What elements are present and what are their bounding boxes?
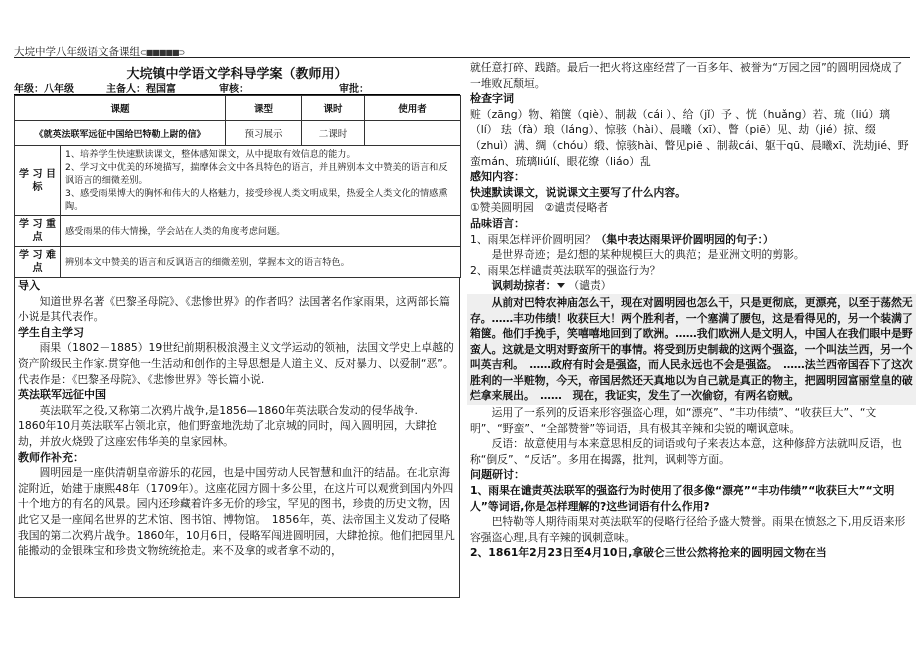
quote-block: 从前对巴特农神庙怎么干，现在对圆明园也怎么干，只是更彻底，更漂亮，以至于荡然无存。……丰功伟绩！收获巨大！两个胜利者，一个塞满了腰包，这是看得见的，另一个装满了箱箧。他们手挽手，笑嘻嘻地回到了欧洲。……我们欧洲人是文明人，中国人在我们眼中是野蛮人。这就是文明对野蛮所干的事情。将受到历史制裁的这两个强盗，一个叫法兰西，另一个叫英吉利。 ……政府有时会是强盗，而人民永远也不会是强盗。 ……法兰西帝国吞下了这次胜利的一半赃物，今天，帝国居然还天真地以为自己就是真正的物主，把圆明园富丽堂皇的破烂拿来展出。 …… 现在，我证实，发生了一次偷窃，有两名窃贼。 — [467, 294, 916, 405]
study-heading: 问题研讨： — [470, 468, 525, 482]
objective-item: 3、感受雨果博大的胸怀和伟大的人格魅力，接受珍视人类文明成果，热爱全人类文化的情感熏陶。 — [65, 188, 448, 212]
irony-label: 讽刺劫掠者： — [491, 279, 557, 293]
irony-tag: （谴责） — [568, 279, 612, 293]
question-1 — [470, 232, 913, 248]
focus-cell: 感受雨果的伟大情操，学会站在人类的角度考虑问题。 — [61, 216, 461, 247]
perceive-question: 快速默读课文，说说课文主要写了什么内容。 — [470, 185, 686, 199]
user-cell — [365, 121, 461, 146]
analysis-2: 反语：故意使用与本来意思相反的词语或句子来表达本意，这种修辞方法就叫反语，也称“倒反”、“反话”。多用在揭露，批判，讽刺等方面。 — [470, 437, 902, 466]
objectives-label: 学 习 目 标 — [15, 146, 61, 216]
continue-text: 就任意打碎、践踏。最后一把火将这座经营了一百多年、被誉为“万园之园”的圆明园烧成了一堆败瓦颓垣。 — [470, 61, 903, 90]
words-text: 赃（zāng）物、箱箧（qiè）、制裁（cái ）、给（jǐ）予 、恍（huǎng）若、琉（liú）璃（lí） 珐（fà）琅（láng）、惊骇（hài）、晨曦（xī）、瞥（piē）见、劫（jié）掠、缀（zhuì）满、绸（chóu）缎、惊骇hài、瞥见piē 、制裁cái、躯干qū、晨曦xī、洗劫jié、野蛮mán、琉璃liúlí、眼花缭（liáo）乱 — [470, 107, 909, 168]
caret-down-icon — [557, 283, 565, 288]
study-answer-1: 巴特勒等人期待雨果对英法联军的侵略行径给予盛大赞誉。雨果在愤怒之下,用反语来形容强盗心理,具有辛辣的讽刺意味。 — [470, 515, 906, 544]
hugo-bio: 雨果（1802－1885）19世纪前期积极浪漫主义文学运动的领袖，法国文学史上卓越的资产阶级民主作家.贯穿他一生活动和创作的主导思想是人道主义、反对暴力、以爱制“恶”。代表作是：《巴黎圣母院》、《悲惨世界》等长篇小说. — [18, 341, 454, 386]
doc-meta — [14, 80, 460, 95]
header-hours: 课时 — [302, 96, 365, 121]
perceive-answer: ①赞美圆明园 ②谴责侵略者 — [470, 201, 609, 215]
expedition-heading: 英法联军远征中国 — [18, 388, 106, 402]
hours-cell: 二课时 — [302, 121, 365, 146]
topic-cell: 《就英法联军远征中国给巴特勒上尉的信》 — [15, 121, 226, 146]
teacher-supplement-heading: 教师作补充： — [18, 450, 84, 464]
type-cell: 预习展示 — [226, 121, 302, 146]
language-heading: 品味语言： — [470, 216, 525, 230]
expedition-text: 英法联军之役,又称第二次鸦片战争,是1856—1860年英法联合发动的侵华战争. — [39, 403, 418, 417]
question-1-text: 1、雨果怎样评价圆明园？ — [470, 232, 596, 246]
study-question-1: 1、雨果在谴责英法联军的强盗行为时使用了很多像“漂亮”“丰功伟绩”“收获巨大”“文明人”等词语,你是怎样理解的?这些词语有什么作用? — [470, 484, 895, 513]
meta-approve: 审批： — [339, 83, 369, 95]
difficulty-cell: 辨别本文中赞美的语言和反讽语言的细微差别，掌握本文的语言特色。 — [61, 247, 461, 278]
objective-item: 2、学习文中优美的环境描写，揣摩体会文中各具特色的语言，并且辨别本文中赞美的语言和反讽语言的细微差别。 — [65, 162, 448, 186]
header-logo-icon: ⊂■■■■■⊃ — [140, 48, 185, 57]
question-2: 2、雨果怎样谴责英法联军的强盗行为？ — [470, 263, 661, 277]
objectives-cell — [61, 146, 461, 216]
lesson-plan-table — [14, 95, 461, 278]
header-rule — [14, 57, 910, 58]
focus-label: 学 习 重 点 — [15, 216, 61, 247]
left-column — [14, 60, 460, 645]
meta-review: 审核： — [219, 83, 249, 95]
header-topic: 课题 — [15, 96, 226, 121]
self-study-heading: 学生自主学习 — [18, 325, 84, 339]
oct-1860-text: 1860年10月英法联军占领北京，他们野蛮地洗劫了北京城的同时，闯入圆明园，大肆抢劫，并放火烧毁了这座宏伟华美的皇家园林。 — [18, 419, 438, 448]
analysis-1: 运用了一系列的反语来形容强盗心理，如“漂亮”、“丰功伟绩”、“收获巨大”、“文明”、“野蛮”、“全部赞誉”等词语，具有极其辛辣和尖锐的嘲讽意味。 — [470, 406, 877, 435]
yuanmingyuan-text: 圆明园是一座供清朝皇帝游乐的花园，也是中国劳动人民智慧和血汗的结晶。在北京海淀附近，始建于康熙48年（1709年）。这座花园方圆十多公里，在这片可以观赏到国内外四十个地方的有名的风景。园内还珍藏着许多无价的珍宝，罕见的图书，珍贵的历史文物，因此它又是一座闻名世界的艺术馆、图书馆、博物馆。 1856年，英、法帝国主义发动了侵略我国的第二次鸦片战争。1860年，10月6日，侵略军闯进圆明园，大肆抢掠。他们把园里凡能搬动的金银珠宝和珍贵文物统统抢走。来不及拿的或者拿不动的， — [18, 466, 455, 558]
meta-preparer: 主备人：程国富 — [106, 83, 176, 95]
question-1-answer: 是世界奇迹；是幻想的某种规模巨大的典范；是亚洲文明的剪影。 — [491, 248, 805, 262]
header-type: 课型 — [226, 96, 302, 121]
perceive-heading: 感知内容： — [470, 170, 525, 184]
difficulty-label: 学 习 难 点 — [15, 247, 61, 278]
header-text: 大垸中学八年级语文备课组 — [14, 46, 140, 58]
words-heading: 检查字词 — [470, 92, 514, 106]
question-1-hint: （集中表达雨果评价圆明园的句子：） — [595, 232, 774, 246]
irony-line — [470, 278, 913, 294]
intro-text: 知道世界名著《巴黎圣母院》、《悲惨世界》的作者吗？法国著名作家雨果，这两部长篇小说是其代表作。 — [18, 294, 450, 324]
study-question-2: 2、1861年2月23日至4月10日,拿破仑三世公然将抢来的圆明园文物在当 — [470, 546, 827, 560]
intro-heading: 导入 — [18, 279, 40, 292]
doc-title: 大垸镇中学语文学科导学案（教师用） — [126, 67, 348, 82]
left-body — [14, 278, 460, 598]
header-user: 使用者 — [365, 96, 461, 121]
meta-grade: 年级：八年级 — [14, 83, 74, 95]
objective-item: 1、培养学生快速默读课文，整体感知课文，从中提取有效信息的能力。 — [65, 149, 356, 160]
right-column — [467, 60, 916, 645]
